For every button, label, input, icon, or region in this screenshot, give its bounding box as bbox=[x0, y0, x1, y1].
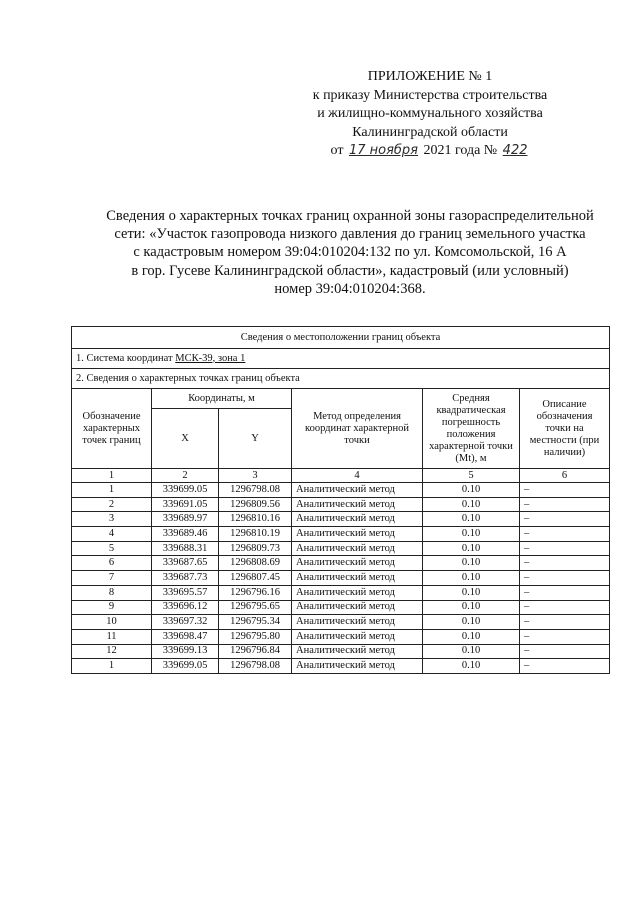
cell-error: 0.10 bbox=[423, 571, 520, 586]
cell-description: – bbox=[520, 644, 610, 659]
col-header-point: Обозначение характерных точек границ bbox=[72, 389, 152, 469]
column-number: 4 bbox=[292, 469, 423, 483]
cell-description: – bbox=[520, 512, 610, 527]
cell-method: Аналитический метод bbox=[292, 644, 423, 659]
column-number: 1 bbox=[72, 469, 152, 483]
cell-x: 339689.97 bbox=[152, 512, 219, 527]
cell-x: 339695.57 bbox=[152, 585, 219, 600]
appendix-line-3: Калининградской области bbox=[352, 124, 508, 140]
cell-method: Аналитический метод bbox=[292, 556, 423, 571]
cell-method: Аналитический метод bbox=[292, 585, 423, 600]
cell-description: – bbox=[520, 527, 610, 542]
appendix-line-1: к приказу Министерства строительства bbox=[312, 87, 548, 103]
cell-x: 339699.05 bbox=[152, 483, 219, 498]
cell-description: – bbox=[520, 629, 610, 644]
cell-method: Аналитический метод bbox=[292, 541, 423, 556]
title-line: в гор. Гусеве Калининградской области», кадастровый (или условный) bbox=[131, 262, 569, 279]
table-row bbox=[72, 659, 610, 674]
cell-point: 2 bbox=[72, 497, 152, 512]
cell-description: – bbox=[520, 483, 610, 498]
cell-y: 1296808.69 bbox=[219, 556, 292, 571]
cell-x: 339689.46 bbox=[152, 527, 219, 542]
table-row bbox=[72, 629, 610, 644]
cell-point: 10 bbox=[72, 615, 152, 630]
table-row bbox=[72, 585, 610, 600]
cell-y: 1296809.56 bbox=[219, 497, 292, 512]
appendix-date-line bbox=[300, 142, 560, 161]
cell-point: 3 bbox=[72, 512, 152, 527]
cell-x: 339699.05 bbox=[152, 659, 219, 674]
cell-x: 339696.12 bbox=[152, 600, 219, 615]
appendix-line-2: и жилищно-коммунального хозяйства bbox=[317, 106, 543, 121]
cell-description: – bbox=[520, 615, 610, 630]
handwritten-date: 17 ноября bbox=[348, 143, 418, 158]
cell-point: 1 bbox=[72, 483, 152, 498]
cell-point: 1 bbox=[72, 659, 152, 674]
title-line: с кадастровым номером 39:04:010204:132 по ул. Комсомольской, 16 А bbox=[133, 244, 567, 261]
cell-y: 1296798.08 bbox=[219, 659, 292, 674]
table-row bbox=[72, 512, 610, 527]
appendix-block bbox=[300, 68, 560, 161]
cell-method: Аналитический метод bbox=[292, 629, 423, 644]
column-number: 2 bbox=[152, 469, 219, 483]
col-header-description: Описание обозначения точки на местности (при наличии) bbox=[520, 389, 610, 469]
title-line: сети: «Участок газопровода низкого давления до границ земельного участка bbox=[114, 226, 586, 243]
cell-x: 339698.47 bbox=[152, 629, 219, 644]
cell-x: 339699.13 bbox=[152, 644, 219, 659]
table-header-main: Сведения о местоположении границ объекта bbox=[72, 327, 610, 349]
cell-y: 1296810.16 bbox=[219, 512, 292, 527]
coordinate-system-row bbox=[72, 349, 610, 369]
col-header-x: X bbox=[152, 409, 219, 469]
column-number: 6 bbox=[520, 469, 610, 483]
cell-y: 1296810.19 bbox=[219, 527, 292, 542]
cell-method: Аналитический метод bbox=[292, 527, 423, 542]
cell-method: Аналитический метод bbox=[292, 615, 423, 630]
cell-y: 1296795.80 bbox=[219, 629, 292, 644]
cell-description: – bbox=[520, 556, 610, 571]
col-header-y: Y bbox=[219, 409, 292, 469]
cell-description: – bbox=[520, 541, 610, 556]
cell-error: 0.10 bbox=[423, 541, 520, 556]
cell-method: Аналитический метод bbox=[292, 512, 423, 527]
cell-y: 1296795.34 bbox=[219, 615, 292, 630]
title-line: номер 39:04:010204:368. bbox=[274, 280, 426, 297]
table-row bbox=[72, 615, 610, 630]
cell-method: Аналитический метод bbox=[292, 483, 423, 498]
cell-error: 0.10 bbox=[423, 615, 520, 630]
cell-point: 6 bbox=[72, 556, 152, 571]
cell-method: Аналитический метод bbox=[292, 600, 423, 615]
cell-point: 5 bbox=[72, 541, 152, 556]
table-row bbox=[72, 483, 610, 498]
table-row bbox=[72, 600, 610, 615]
cell-error: 0.10 bbox=[423, 512, 520, 527]
cell-error: 0.10 bbox=[423, 483, 520, 498]
cell-x: 339688.31 bbox=[152, 541, 219, 556]
date-middle: 2021 года № bbox=[423, 143, 498, 158]
col-header-method: Метод определения координат характерной точки bbox=[292, 389, 423, 469]
cell-description: – bbox=[520, 600, 610, 615]
cell-error: 0.10 bbox=[423, 659, 520, 674]
cell-error: 0.10 bbox=[423, 629, 520, 644]
cell-point: 12 bbox=[72, 644, 152, 659]
cell-y: 1296795.65 bbox=[219, 600, 292, 615]
cell-point: 11 bbox=[72, 629, 152, 644]
col-header-error-text: Средняя квадратическая погрешность положения характерной точки (Mt), м bbox=[429, 392, 513, 464]
cell-x: 339687.65 bbox=[152, 556, 219, 571]
cell-description: – bbox=[520, 659, 610, 674]
cell-error: 0.10 bbox=[423, 556, 520, 571]
cell-error: 0.10 bbox=[423, 644, 520, 659]
cell-x: 339691.05 bbox=[152, 497, 219, 512]
handwritten-number: 422 bbox=[502, 143, 528, 158]
cell-y: 1296796.16 bbox=[219, 585, 292, 600]
cell-point: 4 bbox=[72, 527, 152, 542]
column-number: 5 bbox=[423, 469, 520, 483]
cell-x: 339687.73 bbox=[152, 571, 219, 586]
cell-description: – bbox=[520, 585, 610, 600]
table-row bbox=[72, 497, 610, 512]
cell-error: 0.10 bbox=[423, 527, 520, 542]
cell-y: 1296809.73 bbox=[219, 541, 292, 556]
cell-point: 7 bbox=[72, 571, 152, 586]
table-row bbox=[72, 644, 610, 659]
column-number: 3 bbox=[219, 469, 292, 483]
points-section-row: 2. Сведения о характерных точках границ объекта bbox=[72, 369, 610, 389]
cell-point: 8 bbox=[72, 585, 152, 600]
cell-method: Аналитический метод bbox=[292, 497, 423, 512]
appendix-title: ПРИЛОЖЕНИЕ № 1 bbox=[367, 69, 493, 84]
title-line: Сведения о характерных точках границ охранной зоны газораспределительной bbox=[106, 208, 594, 224]
col-header-coordinates: Координаты, м bbox=[152, 389, 292, 409]
cell-point: 9 bbox=[72, 600, 152, 615]
cell-error: 0.10 bbox=[423, 497, 520, 512]
cell-y: 1296796.84 bbox=[219, 644, 292, 659]
cell-description: – bbox=[520, 571, 610, 586]
table-row bbox=[72, 527, 610, 542]
coordinate-system-value: МСК-39, зона 1 bbox=[175, 352, 246, 364]
table-row bbox=[72, 571, 610, 586]
cell-method: Аналитический метод bbox=[292, 659, 423, 674]
cell-y: 1296807.45 bbox=[219, 571, 292, 586]
col-header-error bbox=[423, 389, 520, 469]
date-prefix: от bbox=[330, 143, 344, 158]
cell-error: 0.10 bbox=[423, 600, 520, 615]
cell-method: Аналитический метод bbox=[292, 571, 423, 586]
column-numbers-row bbox=[72, 469, 610, 483]
document-title bbox=[80, 207, 620, 298]
coordinate-system-label: 1. Система координат bbox=[76, 352, 173, 364]
boundary-points-table bbox=[71, 326, 610, 674]
table-row bbox=[72, 541, 610, 556]
cell-y: 1296798.08 bbox=[219, 483, 292, 498]
cell-x: 339697.32 bbox=[152, 615, 219, 630]
cell-error: 0.10 bbox=[423, 585, 520, 600]
table-row bbox=[72, 556, 610, 571]
cell-description: – bbox=[520, 497, 610, 512]
